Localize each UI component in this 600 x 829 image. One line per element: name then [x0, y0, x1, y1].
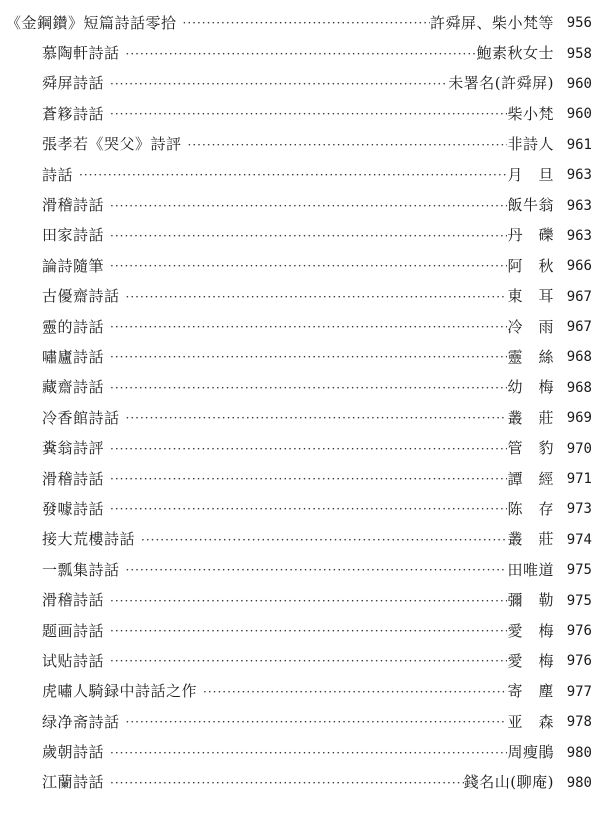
toc-entry-page: 976	[566, 653, 592, 670]
toc-entry	[0, 8, 600, 38]
toc-dot-leader	[104, 230, 507, 242]
toc-entry-title: 藏齋詩話	[42, 378, 105, 397]
toc-entry-page: 956	[566, 15, 592, 32]
toc-dot-leader	[197, 686, 507, 698]
toc-entry-page: 963	[566, 197, 592, 214]
toc-entry	[0, 585, 600, 615]
toc-entry-title: 题画詩話	[42, 621, 105, 640]
toc-entry-author: 叢 莊	[507, 408, 554, 427]
toc-entry-author: 叢 莊	[507, 530, 554, 549]
toc-entry-title: 嘯廬詩話	[42, 347, 105, 366]
toc-entry-page: 977	[566, 683, 592, 700]
toc-entry-author: 管 豹	[507, 439, 554, 458]
toc-dot-leader	[120, 291, 508, 303]
toc-entry-page: 963	[566, 227, 592, 244]
toc-entry-title: 張孝若《哭父》詩評	[42, 135, 182, 154]
toc-entry	[0, 433, 600, 463]
toc-entry-title: 慕陶軒詩話	[42, 44, 120, 63]
toc-entry	[0, 403, 600, 433]
toc-entry-title: 接大荒樓詩話	[42, 530, 136, 549]
toc-dot-leader	[104, 108, 507, 120]
toc-entry-author: 幼 梅	[507, 378, 554, 397]
toc-entry-page: 974	[566, 531, 592, 548]
toc-entry-title: 發噱詩話	[42, 499, 105, 518]
toc-entry-author: 靈 絲	[507, 347, 554, 366]
toc-entry	[0, 342, 600, 372]
toc-entry-author: 冷 雨	[507, 317, 554, 336]
toc-entry-author: 月 旦	[507, 165, 554, 184]
toc-dot-leader	[120, 716, 508, 728]
toc-entry-title: 蒼簃詩話	[42, 104, 105, 123]
toc-entry-page: 966	[566, 258, 592, 275]
toc-entry-title: 滑稽詩話	[42, 591, 105, 610]
toc-entry	[0, 99, 600, 129]
toc-entry-title: 田家詩話	[42, 226, 105, 245]
toc-entry-page: 976	[566, 623, 592, 639]
toc-entry-page: 961	[566, 136, 592, 153]
toc-entry-page: 980	[566, 744, 592, 761]
toc-entry-title: 试贴詩話	[42, 651, 105, 670]
toc-entry	[0, 707, 600, 737]
toc-entry-title: 靈的詩話	[42, 317, 105, 336]
toc-entry-author: 錢名山(聊庵)	[463, 773, 554, 792]
toc-entry-page: 967	[566, 319, 592, 336]
toc-dot-leader	[104, 382, 507, 394]
toc-entry-author: 彌 勒	[507, 591, 554, 610]
toc-entry	[0, 221, 600, 251]
toc-entry-page: 967	[566, 288, 592, 305]
toc-entry	[0, 646, 600, 676]
toc-dot-leader	[104, 655, 507, 667]
toc-entry-author: 許舜屏、柴小梵等	[429, 13, 554, 32]
toc-entry-author: 周瘦鵑	[507, 743, 554, 762]
toc-entry-title: 绿净斋詩話	[42, 712, 120, 731]
toc-entry	[0, 38, 600, 68]
toc-dot-leader	[104, 321, 507, 333]
toc-entry	[0, 130, 600, 160]
toc-entry-title: 歲朝詩話	[42, 743, 105, 762]
toc-entry-author: 非詩人	[507, 135, 554, 154]
toc-dot-leader	[104, 595, 507, 607]
toc-entry-page: 975	[566, 562, 592, 579]
toc-entry-page: 963	[566, 167, 592, 184]
toc-entry-author: 未署名(許舜屏)	[448, 74, 554, 93]
toc-entry-author: 鮑素秋女士	[476, 44, 554, 63]
toc-entry-author: 愛 梅	[507, 651, 554, 670]
toc-entry	[0, 525, 600, 555]
toc-entry-page: 973	[566, 501, 592, 518]
toc-entry	[0, 464, 600, 494]
toc-dot-leader	[73, 169, 507, 181]
toc-entry-author: 寄 塵	[507, 682, 554, 701]
toc-entry-title: 舜屏詩話	[42, 74, 105, 93]
toc-dot-leader	[104, 78, 448, 90]
toc-entry-page: 980	[566, 774, 592, 791]
toc-dot-leader	[104, 473, 507, 485]
toc-dot-leader	[104, 777, 464, 789]
toc-dot-leader	[120, 412, 508, 424]
toc-entry	[0, 282, 600, 312]
toc-entry-author: 飯牛翁	[507, 196, 554, 215]
toc-entry-author: 柴小梵	[507, 104, 554, 123]
toc-entry	[0, 616, 600, 646]
toc-dot-leader	[104, 351, 507, 363]
toc-dot-leader	[177, 17, 430, 29]
toc-entry-title: 一瓢集詩話	[42, 560, 120, 579]
toc-entry-author: 阿 秋	[507, 256, 554, 275]
toc-entry	[0, 69, 600, 99]
toc-entry-title: 江蘭詩話	[42, 773, 105, 792]
toc-entry-page: 960	[566, 106, 592, 123]
toc-entry-author: 田唯道	[507, 560, 554, 579]
toc-dot-leader	[120, 564, 508, 576]
toc-dot-leader	[104, 625, 507, 637]
toc-dot-leader	[104, 200, 507, 212]
toc-dot-leader	[182, 139, 508, 151]
toc-entry	[0, 768, 600, 798]
toc-entry-title: 滑稽詩話	[42, 196, 105, 215]
toc-entry-title: 糞翁詩評	[42, 439, 105, 458]
toc-entry	[0, 555, 600, 585]
toc-entry	[0, 677, 600, 707]
toc-entry-title: 虎嘯人騎録中詩話之作	[42, 682, 198, 701]
toc-dot-leader	[104, 260, 507, 272]
toc-entry-author: 亚 森	[507, 712, 554, 731]
toc-dot-leader	[120, 48, 477, 60]
toc-entry-title: 古優齋詩話	[42, 287, 120, 306]
toc-entry	[0, 737, 600, 767]
toc-entry-page: 968	[566, 379, 592, 396]
toc-entry	[0, 190, 600, 220]
toc-entry-author: 陈 存	[507, 499, 554, 518]
toc-entry	[0, 312, 600, 342]
toc-entry-page: 978	[566, 714, 592, 731]
toc-dot-leader	[135, 534, 507, 546]
toc-entry-title: 詩話	[42, 165, 74, 184]
toc-entry-page: 975	[566, 592, 592, 609]
toc-entry-page: 971	[566, 471, 592, 488]
table-of-contents	[0, 8, 600, 798]
toc-entry	[0, 373, 600, 403]
toc-entry-title: 滑稽詩話	[42, 469, 105, 488]
toc-entry-page: 958	[566, 45, 592, 62]
toc-entry-author: 譚 經	[507, 469, 554, 488]
toc-entry	[0, 160, 600, 190]
toc-entry-author: 丹 礫	[507, 226, 554, 245]
toc-entry-author: 東 耳	[507, 287, 554, 306]
toc-entry	[0, 251, 600, 281]
toc-entry-page: 970	[566, 440, 592, 457]
toc-dot-leader	[104, 747, 507, 759]
toc-entry-page: 960	[566, 75, 592, 92]
toc-entry-title: 《金鋼鑽》短篇詩話零拾	[6, 13, 177, 32]
toc-dot-leader	[104, 443, 507, 455]
toc-entry-page: 969	[566, 410, 592, 427]
toc-entry-author: 愛 梅	[507, 621, 554, 640]
toc-entry	[0, 494, 600, 524]
toc-dot-leader	[104, 503, 507, 515]
toc-entry-title: 冷香館詩話	[42, 408, 120, 427]
toc-entry-title: 論詩隨筆	[42, 256, 105, 275]
toc-entry-page: 968	[566, 349, 592, 366]
